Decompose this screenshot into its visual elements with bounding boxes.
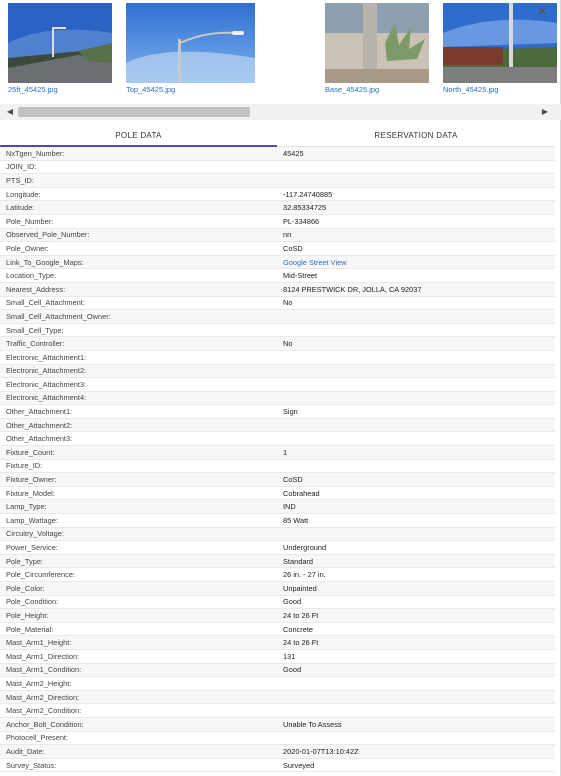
table-row [0,419,555,433]
table-row [0,392,555,406]
field-value: 8124 PRESTWICK DR, JOLLA, CA 92037 [283,284,422,294]
table-row [0,691,555,705]
field-label: Audit_Date: [6,746,45,756]
photo-caption-link[interactable]: Base_45425.jpg [325,85,380,94]
field-label: Small_Cell_Attachment_Owner: [6,311,111,321]
field-value: 85 Watt [283,515,309,525]
field-label: Other_Attachment1: [6,407,73,417]
field-label: Observed_Pole_Number: [6,230,90,240]
table-row [0,460,555,474]
field-value: Unable To Assess [283,719,342,729]
field-label: Small_Cell_Attachment: [6,298,85,308]
field-value: PL-334866 [283,216,320,226]
field-label: Latitude: [6,203,35,213]
field-value: Concrete [283,624,313,634]
photo-thumbnail[interactable] [126,3,255,94]
table-row [0,188,555,202]
field-value: 131 [283,651,296,661]
field-value: CoSD [283,243,303,253]
field-label: Other_Attachment3: [6,434,73,444]
field-label: Pole_Owner: [6,243,49,253]
streetlight-top-photo-icon[interactable] [126,3,255,83]
table-row [0,718,555,732]
field-value: 26 in. - 27 in. [283,570,326,580]
table-row [0,568,555,582]
field-value: 32.85334725 [283,203,327,213]
table-row [0,324,555,338]
field-label: Anchor_Bolt_Condition: [6,719,84,729]
scroll-right-icon[interactable]: ▶ [541,107,549,116]
field-label: Fixture_Count: [6,447,55,457]
field-label: Pole_Type: [6,556,43,566]
field-label: Mast_Arm1_Condition: [6,665,82,675]
table-row [0,283,555,297]
horizontal-scrollbar[interactable] [0,104,561,120]
field-label: Electronic_Attachment1: [6,352,87,362]
field-value: Sign [283,407,298,417]
table-row [0,745,555,759]
field-value: Good [283,597,302,607]
table-row [0,229,555,243]
table-row [0,297,555,311]
data-tabs [0,127,555,147]
field-value: Underground [283,543,327,553]
field-value: 45425 [283,148,304,158]
field-value: CoSD [283,475,303,485]
field-label: Mast_Arm2_Direction: [6,692,80,702]
field-label: Power_Service: [6,543,58,553]
field-value: nn [283,230,292,240]
field-label: Fixture_Model: [6,488,55,498]
table-row [0,514,555,528]
google-street-view-link[interactable]: Google Street View [283,257,347,267]
field-value: Unpainted [283,583,317,593]
field-label: Fixture_ID: [6,461,43,471]
field-label: Pole_Number: [6,216,54,226]
table-row [0,487,555,501]
field-label: Electronic_Attachment4: [6,393,87,403]
scrollbar-thumb[interactable] [18,107,250,117]
tab-reservation-data[interactable]: RESERVATION DATA [277,127,555,147]
table-row [0,636,555,650]
field-label: Pole_Color: [6,583,45,593]
field-value: 2020-01-07T13:10:42Z [283,746,359,756]
field-label: Lamp_Wattage: [6,515,58,525]
field-label: Survey_Status: [6,760,57,770]
field-value: 24 to 26 Ft [283,638,319,648]
table-row [0,582,555,596]
field-label: Pole_Condition: [6,597,59,607]
table-row [0,596,555,610]
table-row [0,242,555,256]
tab-pole-data[interactable]: POLE DATA [0,127,277,147]
table-row [0,161,555,175]
table-row [0,310,555,324]
field-label: Circuitry_Voltage: [6,529,64,539]
photo-caption-link[interactable]: Top_45425.jpg [126,85,176,94]
table-row [0,500,555,514]
table-row [0,269,555,283]
pole-data-table [0,147,555,772]
field-value: 24 to 26 Ft [283,610,319,620]
field-label: NxTgen_Number: [6,148,65,158]
field-label: PTS_ID: [6,175,34,185]
table-row [0,732,555,746]
field-label: Link_To_Google_Maps: [6,257,84,267]
field-label: Small_Cell_Type: [6,325,64,335]
table-row [0,365,555,379]
photo-thumbnail[interactable] [325,3,429,94]
field-label: Pole_Material: [6,624,54,634]
table-row [0,351,555,365]
table-row [0,147,555,161]
field-value: 1 [283,447,288,457]
table-row [0,405,555,419]
table-row [0,759,555,773]
table-row [0,528,555,542]
table-row [0,432,555,446]
field-value: No [283,298,293,308]
photo-caption-link[interactable]: 25ft_45425.jpg [8,85,58,94]
table-row [0,256,555,270]
field-label: Lamp_Type: [6,502,47,512]
field-label: Nearest_Address: [6,284,66,294]
table-row [0,473,555,487]
field-label: Mast_Arm1_Direction: [6,651,80,661]
table-row [0,650,555,664]
table-row [0,201,555,215]
field-value [283,258,555,267]
table-row [0,623,555,637]
pole-base-photo-icon[interactable] [325,3,429,83]
field-label: Fixture_Owner: [6,475,57,485]
close-icon[interactable]: ✕ [536,3,548,19]
table-row [0,664,555,678]
field-label: Electronic_Attachment3: [6,379,87,389]
field-value: Good [283,665,302,675]
field-label: Electronic_Attachment2: [6,366,87,376]
field-label: Location_Type: [6,271,57,281]
table-row [0,609,555,623]
table-row [0,337,555,351]
field-label: Mast_Arm1_Height: [6,638,72,648]
field-label: JOIN_ID: [6,162,37,172]
field-label: Mast_Arm2_Condition: [6,706,82,716]
field-label: Photocell_Present: [6,733,69,743]
photo-thumbnail[interactable] [8,3,112,94]
field-value: Standard [283,556,313,566]
table-row [0,541,555,555]
field-label: Pole_Circumference: [6,570,76,580]
field-label: Traffic_Controller: [6,339,65,349]
table-row [0,677,555,691]
field-value: Surveyed [283,760,315,770]
field-label: Mast_Arm2_Height: [6,678,72,688]
field-value: No [283,339,293,349]
photo-caption-link[interactable]: North_45425.jpg [443,85,499,94]
table-row [0,378,555,392]
photo-gallery [0,0,561,104]
table-row [0,704,555,718]
field-value: IND [283,502,296,512]
street-photo-icon[interactable] [8,3,112,83]
table-row [0,555,555,569]
field-label: Pole_Height: [6,610,49,620]
field-value: -117.24740885 [283,189,333,199]
table-row [0,174,555,188]
table-row [0,446,555,460]
field-label: Other_Attachment2: [6,420,73,430]
field-value: Mid-Street [283,271,318,281]
field-label: Longitude: [6,189,41,199]
table-row [0,215,555,229]
scroll-left-icon[interactable]: ◀ [6,107,14,116]
field-value: Cobrahead [283,488,320,498]
